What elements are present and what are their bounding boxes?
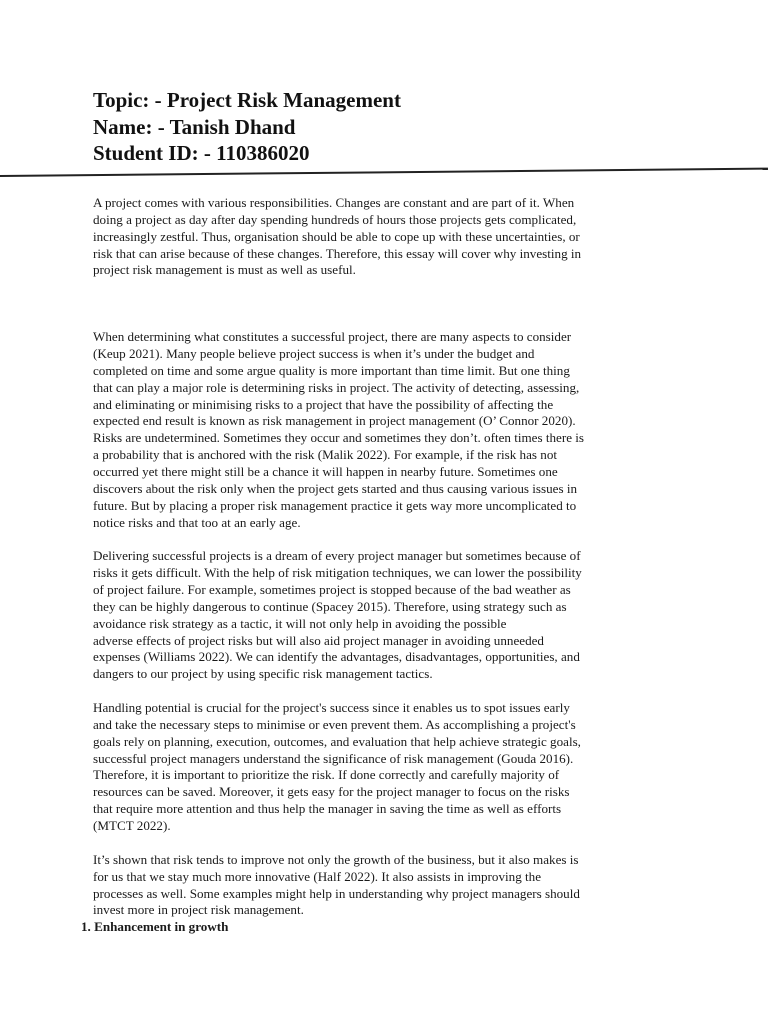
text-line: Therefore, it is important to prioritize the risk. If done correctly and carefully majority of bbox=[93, 767, 560, 783]
text-line: they can be highly dangerous to continue (Spacey 2015). Therefore, using strategy such as bbox=[93, 598, 567, 614]
text-line: A project comes with various responsibilities. Changes are constant and are part of it. When bbox=[93, 195, 575, 210]
text-line: doing a project as day after day spending hundreds of hours those projects gets complicated, bbox=[93, 211, 577, 227]
paragraph-growth bbox=[93, 852, 678, 919]
text-line: expected end result is known as risk management in project management (O’ Connor 2020). bbox=[93, 413, 576, 429]
text-line: increasingly zestful. Thus, organisation should be able to cope up with these uncertainties, or bbox=[93, 228, 580, 244]
text-line: dangers to our project by using specific risk management tactics. bbox=[93, 666, 433, 682]
text-line: expenses (Williams 2022). We can identify the advantages, disadvantages, opportunities, and bbox=[93, 649, 580, 665]
text-line: for us that we stay much more innovative (Half 2022). It also assists in improving the bbox=[93, 868, 542, 884]
text-line: avoidance risk strategy as a tactic, it will not only help in avoiding the possible bbox=[93, 615, 507, 631]
text-line: risks it gets difficult. With the help of risk mitigation techniques, we can lower the possibility bbox=[93, 565, 582, 581]
text-line: a probability that is anchored with the risk (Malik 2022). For example, if the risk has not bbox=[93, 447, 558, 463]
text-line: project risk management is must as well as useful. bbox=[93, 262, 356, 278]
paragraph-delivering bbox=[93, 548, 678, 683]
text-line: resources can be saved. Moreover, it gets easy for the project manager to focus on the risks bbox=[93, 784, 570, 800]
text-line: successful project managers understand the significance of risk management (Gouda 2016). bbox=[93, 750, 574, 766]
document-header bbox=[93, 87, 401, 167]
text-line: occurred yet there might still be a chance it will happen in nearby future. Sometimes one bbox=[93, 463, 558, 479]
paragraph-handling bbox=[93, 700, 678, 835]
text-line: that can play a major role is determining risks in project. The activity of detecting, assessing, bbox=[93, 379, 580, 395]
text-line: and take the necessary steps to minimise or even prevent them. As accomplishing a project's bbox=[93, 716, 576, 732]
text-line: and eliminating or minimising risks to a project that have the possibility of affecting the bbox=[93, 396, 554, 412]
text-line: Risks are undetermined. Sometimes they occur and sometimes they don’t. often times there is bbox=[93, 430, 585, 446]
text-line: risk that can arise because of these changes. Therefore, this essay will cover why investing in bbox=[93, 245, 582, 261]
header-divider bbox=[0, 168, 768, 177]
text-line: that require more attention and thus help the manager in saving the time as well as efforts bbox=[93, 801, 562, 817]
text-line: future. But by placing a proper risk management practice it gets way more uncomplicated to bbox=[93, 497, 577, 513]
text-line: processes as well. Some examples might help in understanding why project managers should bbox=[93, 885, 580, 901]
text-line: notice risks and that too at an early age. bbox=[93, 514, 301, 530]
text-line: (MTCT 2022). bbox=[93, 818, 171, 833]
paragraph-success bbox=[93, 329, 678, 531]
text-line: adverse effects of project risks but will also aid project manager in avoiding unneeded bbox=[93, 632, 544, 648]
student-id-heading: Student ID: - 110386020 bbox=[93, 141, 310, 165]
text-line: completed on time and some argue quality is more important than time limit. But one thing bbox=[93, 362, 570, 378]
text-line: When determining what constitutes a successful project, there are many aspects to consider bbox=[93, 329, 572, 345]
text-line: Handling potential is crucial for the project's success since it enables us to spot issues early bbox=[93, 700, 570, 716]
text-line: Delivering successful projects is a dream of every project manager but sometimes because of bbox=[93, 548, 581, 564]
text-line: (Keup 2021). Many people believe project success is when it’s under the budget and bbox=[93, 346, 535, 362]
text-line: goals rely on planning, execution, outcomes, and evaluation that help achieve strategic goals, bbox=[93, 733, 581, 749]
section-subheading: 1. Enhancement in growth bbox=[81, 919, 229, 935]
text-line: It’s shown that risk tends to improve not only the growth of the business, but it also makes is bbox=[93, 851, 579, 867]
text-line: invest more in project risk management. bbox=[93, 902, 304, 918]
text-line: discovers about the risk only when the project gets started and thus causing various issues in bbox=[93, 480, 578, 496]
topic-heading: Topic: - Project Risk Management bbox=[93, 88, 401, 112]
name-heading: Name: - Tanish Dhand bbox=[93, 114, 296, 139]
document-body bbox=[81, 195, 678, 936]
paragraph-intro bbox=[93, 195, 678, 279]
text-line: of project failure. For example, sometimes project is stopped because of the bad weather as bbox=[93, 582, 571, 598]
